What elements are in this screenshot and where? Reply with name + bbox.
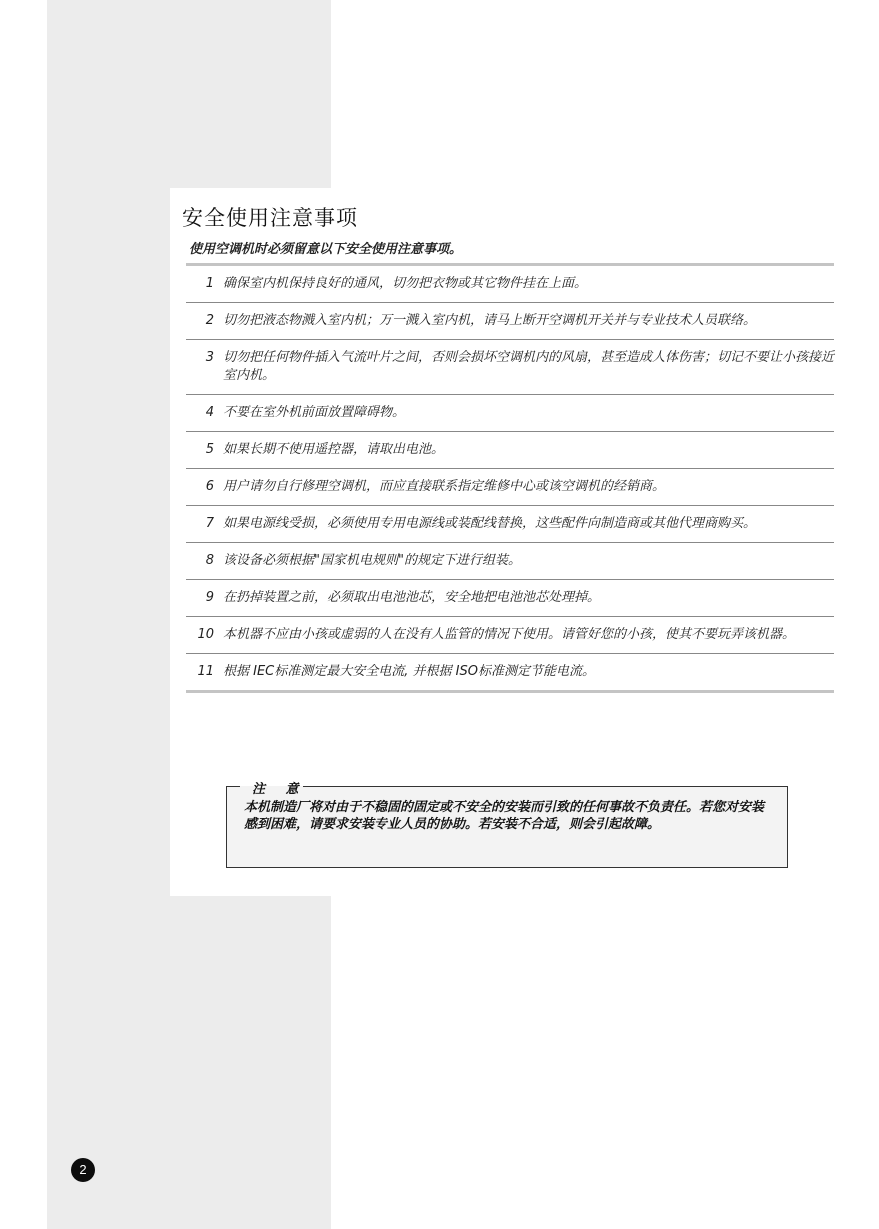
item-number: 7 xyxy=(205,516,214,531)
item-text: 在扔掉装置之前，必须取出电池池芯，安全地把电池池芯处理掉。 xyxy=(223,590,601,605)
list-item xyxy=(186,302,834,339)
page-title: 安全使用注意事项 xyxy=(182,206,358,230)
item-number: 10 xyxy=(197,627,214,642)
item-text: 切勿把液态物溅入室内机；万一溅入室内机，请马上断开空调机开关并与专业技术人员联络。 xyxy=(223,313,757,328)
item-text: 确保室内机保持良好的通风，切勿把衣物或其它物件挂在上面。 xyxy=(223,276,588,291)
list-item xyxy=(186,339,834,394)
item-text: 根据 IEC标准测定最大安全电流, 并根据 ISO标准测定节能电流。 xyxy=(223,664,595,679)
list-item xyxy=(186,616,834,653)
item-text: 该设备必须根据"国家机电规则"的规定下进行组装。 xyxy=(223,553,521,568)
item-number: 1 xyxy=(205,276,214,291)
item-text: 切勿把任何物件插入气流叶片之间，否则会损坏空调机内的风扇，甚至造成人体伤害；切记不要让小孩接近室内机。 xyxy=(223,350,835,383)
item-number: 4 xyxy=(205,405,214,420)
item-number: 6 xyxy=(205,479,214,494)
list-item xyxy=(186,266,834,302)
item-number: 5 xyxy=(205,442,214,457)
page-number: 2 xyxy=(71,1158,95,1182)
list-item xyxy=(186,505,834,542)
caution-box-border xyxy=(303,786,788,787)
item-text: 如果电源线受损，必须使用专用电源线或装配线替换，这些配件向制造商或其他代理商购买。 xyxy=(223,516,757,531)
caution-box-border xyxy=(226,786,240,787)
item-text: 用户请勿自行修理空调机，而应直接联系指定维修中心或该空调机的经销商。 xyxy=(223,479,666,494)
item-number: 2 xyxy=(205,313,214,328)
page-subtitle: 使用空调机时必须留意以下安全使用注意事项。 xyxy=(189,242,463,257)
list-item xyxy=(186,579,834,616)
list-item xyxy=(186,542,834,579)
list-item xyxy=(186,394,834,431)
item-number: 9 xyxy=(205,590,214,605)
item-number: 11 xyxy=(197,664,214,679)
list-item xyxy=(186,431,834,468)
list-item xyxy=(186,653,834,690)
item-number: 8 xyxy=(205,553,214,568)
item-text: 不要在室外机前面放置障碍物。 xyxy=(223,405,406,420)
item-number: 3 xyxy=(205,350,214,365)
safety-list xyxy=(186,263,834,693)
item-text: 本机器不应由小孩或虚弱的人在没有人监管的情况下使用。请管好您的小孩，使其不要玩弄该机器。 xyxy=(223,627,796,642)
caution-title: 注 意 xyxy=(252,782,307,797)
list-item xyxy=(186,468,834,505)
item-text: 如果长期不使用遥控器，请取出电池。 xyxy=(223,442,445,457)
caution-text: 本机制造厂将对由于不稳固的固定或不安全的安装而引致的任何事故不负责任。若您对安装感到困难，请要求安装专业人员的协助。若安装不合适，则会引起故障。 xyxy=(244,800,765,832)
